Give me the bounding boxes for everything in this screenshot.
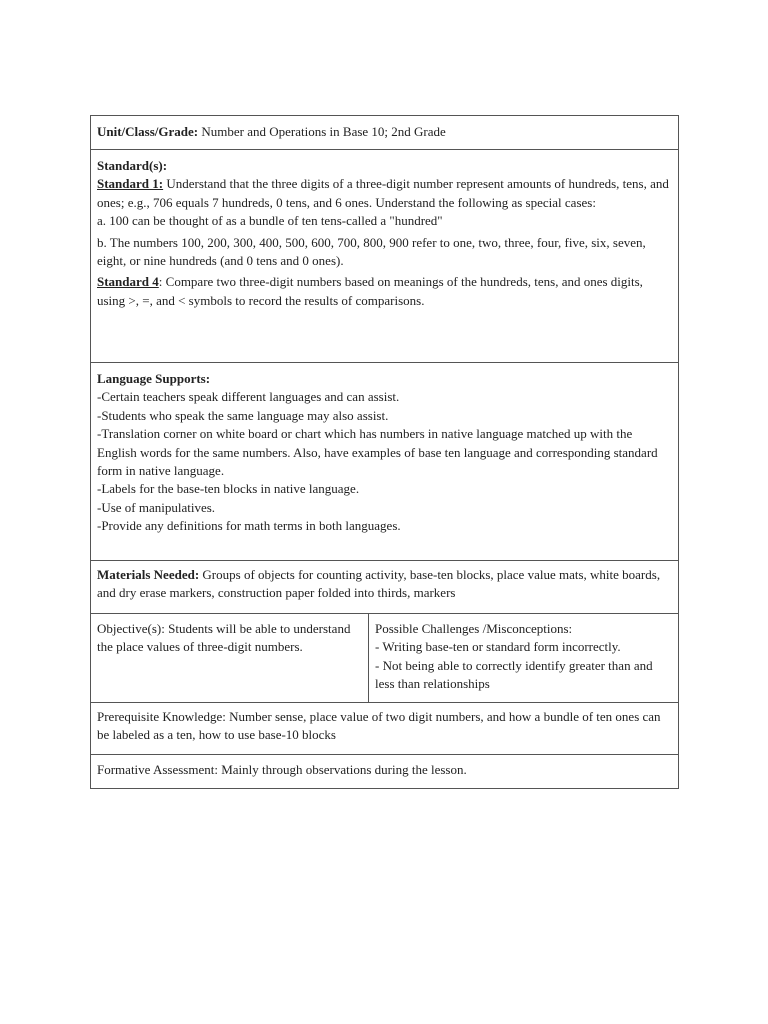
language-support-item: -Provide any definitions for math terms in both languages.	[97, 518, 401, 534]
challenges-cell	[369, 614, 678, 702]
materials-row	[91, 561, 678, 614]
standard-1	[97, 175, 671, 212]
language-support-item: -Use of manipulatives.	[97, 499, 216, 515]
formative-assessment-row	[91, 755, 678, 788]
unit-value: Number and Operations in Base 10; 2nd Grade	[198, 124, 446, 139]
objectives-text: Objective(s): Students will be able to understand the place values of three-digit numbers.	[97, 621, 351, 655]
prerequisite-text: Prerequisite Knowledge: Number sense, place value of two digit numbers, and how a bundle of ten ones can be labeled as a ten, how to use base-10 blocks	[97, 709, 661, 743]
language-support-item: -Labels for the base-ten blocks in native language.	[97, 481, 360, 497]
prerequisite-row	[91, 703, 678, 755]
standard-4-label: Standard 4	[97, 274, 159, 290]
standards-row	[91, 150, 678, 363]
language-support-item: -Translation corner on white board or chart which has numbers in native language matched up with the English words for the same numbers. Also, have examples of base ten language and corresponding standard form in native language.	[97, 426, 658, 479]
unit-label: Unit/Class/Grade:	[97, 124, 199, 139]
standard-4-text: : Compare two three-digit numbers based on meanings of the hundreds, tens, and ones digits, using >, =, and < symbols to record the results of comparisons.	[97, 274, 643, 308]
standard-4	[97, 273, 671, 310]
challenges-heading: Possible Challenges /Misconceptions:	[375, 621, 573, 636]
formative-assessment-text: Formative Assessment: Mainly through observations during the lesson.	[97, 762, 467, 777]
standards-heading: Standard(s):	[97, 158, 168, 173]
language-support-item: -Certain teachers speak different languages and can assist.	[97, 389, 400, 405]
challenge-item: - Writing base-ten or standard form incorrectly.	[375, 639, 621, 655]
objectives-cell	[91, 614, 369, 702]
language-support-item: -Students who speak the same language may also assist.	[97, 407, 389, 423]
language-supports-heading: Language Supports:	[97, 371, 211, 386]
unit-row	[91, 116, 678, 150]
challenge-item: - Not being able to correctly identify greater than and less than relationships	[375, 657, 653, 692]
language-supports-row	[91, 363, 678, 561]
standard-1-label: Standard 1:	[97, 176, 164, 192]
standard-1-case-a: a. 100 can be thought of as a bundle of ten tens-called a "hundred"	[97, 213, 443, 229]
standard-1-case-b: b. The numbers 100, 200, 300, 400, 500, 600, 700, 800, 900 refer to one, two, three, four, five, six, seven, eight, or nine hundreds (and 0 tens and 0 ones).	[97, 234, 646, 269]
materials-value: Groups of objects for counting activity, base-ten blocks, place value mats, white boards, and dry erase markers, construction paper folded into thirds, markers	[97, 567, 661, 601]
standard-1-text: Understand that the three digits of a three-digit number represent amounts of hundreds, tens, and ones; e.g., 706 equals 7 hundreds, 0 tens, and 6 ones. Understand the following as special cases:	[97, 176, 669, 210]
lesson-plan-table	[90, 115, 679, 789]
materials-label: Materials Needed:	[97, 567, 200, 582]
objectives-challenges-row	[91, 614, 678, 703]
